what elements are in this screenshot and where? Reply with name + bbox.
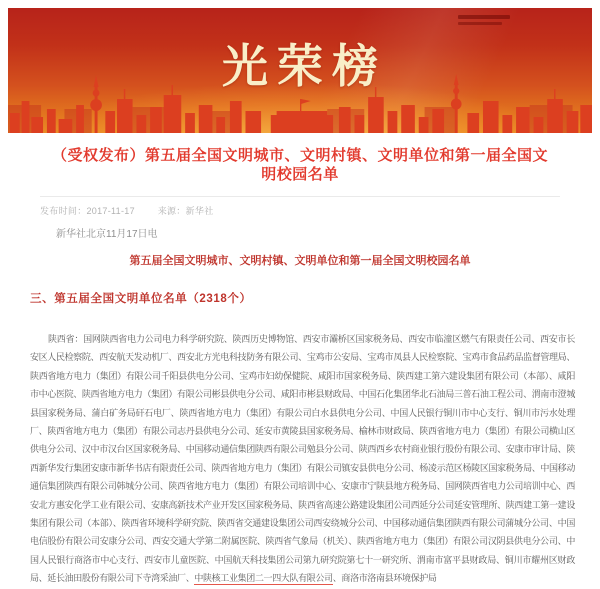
unit-list-text-pre: 陕西省：国网陕西省电力公司电力科学研究院、陕西历史博物馆、西安市灞桥区国家税务局、西安市临潼区燃气有限责任公司、西安市长安区人民检察院、西安航天发动机厂、西安北方光电科技防务有限公司、宝鸡市公安局、宝鸡市凤县人民检察院、宝鸡市食品药品监督管理局、陕西省地方电力（集团）有限公司千阳县供电分公司、宝鸡市妇幼保健院、咸阳市国家税务局、陕西建工第六建设集团有限公司（本部）、咸阳市中心医院、陕西省地方电力（集团）有限公司彬县供电分公司、咸阳市彬县财政局、中国石化集团华北石油局三普石油工程公司、渭南市澄城县国家税务局、蒲白矿务局矸石电厂、陕西省地方电力（集团）有限公司白水县供电分公司、中国人民银行铜川市中心支行、铜川市污水处理厂、陕西省地方电力（集团）有限公司志丹县供电分公司、延安市黄陵县国家税务局、榆林市财政局、陕西省地方电力（集团）有限公司横山区供电分公司、汉中市汉台区国家税务局、中国移动通信集团陕西有限公司勉县分公司、陕西西乡农村商业银行股份有限公司、安康市审计局、陕西新华发行集团安康市新华书店有限责任公司、陕西省地方电力（集团）有限公司镇安县供电分公司、杨凌示范区杨陵区国家税务局、中国移动通信集团陕西有限公司韩城分公司、陕西省地方电力（集团）有限公司培训中心、安康市宁陕县地方税务局、国网陕西省电力公司培训中心、西安北方惠安化学工业有限公司、安康高新技术产业开发区国家税务局、陕西省高速公路建设集团公司西延分公司延安管理所、陕西建工第一建设集团有限公司（本部）、陕西省环境科学研究院、陕西省交通建设集团公司西安绕城分公司、中国移动通信集团陕西有限公司蒲城分公司、中国电信股份有限公司安康分公司、西安交通大学第二附属医院、陕西省气象局（机关）、陕西省地方电力（集团）有限公司汉阴县供电分公司、中国人民银行商洛市中心支行、西安市儿童医院、中国航天科技集团公司第九研究院第七十一研究所、渭南市富平县财政局、铜川市耀州区财政局、延长油田股份有限公司下寺湾采油厂、 (30, 334, 575, 584)
watermark-line (458, 15, 510, 19)
dateline: 新华社北京11月17日电 (56, 229, 158, 240)
list-subtitle: 第五届全国文明城市、文明村镇、文明单位和第一届全国文明校园名单 (129, 255, 471, 267)
title-divider (40, 196, 560, 197)
unit-list-text-post: 、商洛市洛南县环境保护局 (332, 573, 437, 584)
page-title: （受权发布）第五届全国文明城市、文明村镇、文明单位和第一届全国文明校园名单 (51, 147, 548, 183)
highlighted-company: 中陕核工业集团二一四大队有限公司 (194, 573, 333, 584)
watermark-line (458, 22, 502, 25)
section-heading: 三、第五届全国文明单位名单（2318个） (30, 293, 252, 305)
article-meta (40, 204, 234, 217)
publish-date: 发布时间：2017-11-17 (40, 206, 135, 216)
unit-list-paragraph (30, 330, 575, 588)
banner-title: 光荣榜 (222, 40, 387, 92)
banner-watermark (458, 15, 510, 25)
honor-roll-banner (8, 8, 592, 133)
source-label: 来源：新华社 (157, 206, 214, 216)
